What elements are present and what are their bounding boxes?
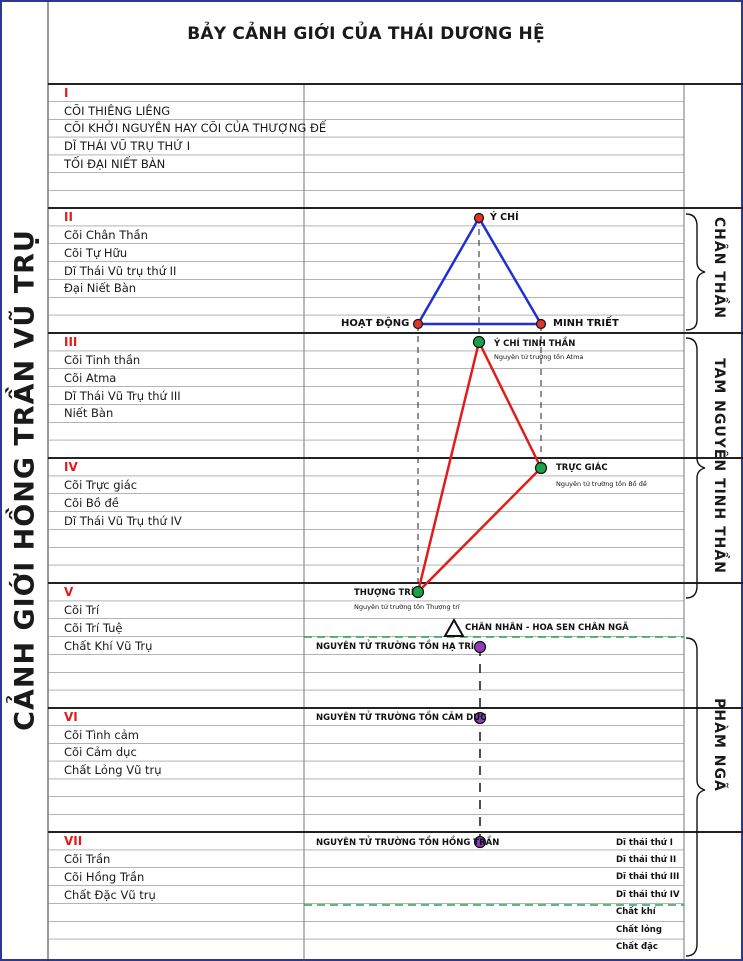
plane-row-label: Cõi Chân Thần [64, 227, 148, 242]
label-truc-giac: TRỰC GIÁC [556, 463, 608, 473]
plane-row-label: Cõi Trực giác [64, 477, 138, 492]
label-minh-triet: MINH TRIẾT [553, 318, 619, 329]
label-hong-tran: NGUYÊN TỬ TRƯỜNG TỒN HỒNG TRẦN [316, 838, 500, 848]
bracket-pham-nga [686, 638, 705, 956]
thuong-tri-node [413, 587, 424, 598]
spiritual-triad-triangle [418, 342, 541, 592]
plane-row-label: Cõi Atma [64, 370, 117, 385]
plane-row-label: Cõi Tinh thần [64, 352, 141, 367]
ha-tri-node [475, 642, 486, 653]
plane-row-label: CÕI KHỞI NGUYÊN HAY CÕI CỦA THƯỢNG ĐẾ [64, 121, 327, 136]
plane-row-label: Cõi Cảm dục [64, 745, 137, 760]
hoat-dong-node [414, 320, 423, 329]
label-chan-nhan: CHÂN NHÂN - HOA SEN CHÂN NGÃ [465, 623, 629, 633]
bracket-tam-nguyen [686, 338, 705, 598]
label-thuong-tri-atom: Nguyên tử trường tồn Thượng trí [354, 603, 460, 611]
plane-row-label: CÕI THIÊNG LIÊNG [64, 103, 171, 118]
group-pham-nga: PHÀM NGÃ [711, 698, 727, 792]
label-ha-tri: NGUYÊN TỬ TRƯỜNG TỒN HẠ TRÍ [316, 642, 475, 652]
plane-row-label: Cõi Bồ đề [64, 495, 119, 510]
label-atma-atom: Nguyên tử trường tồn Atma [494, 353, 584, 361]
plane-row-label: Dĩ Thái Vũ Trụ thứ III [64, 388, 181, 403]
chan-nhan-triangle-icon [445, 620, 463, 636]
bracket-chan-than [686, 214, 705, 330]
plane-row-label: DĨ THÁI VŨ TRỤ THỨ I [64, 139, 191, 154]
plane-numeral: I [64, 86, 69, 100]
plane-row-label: Chất Đặc Vũ trụ [64, 887, 156, 902]
y-chi-node [475, 214, 484, 223]
subplane-label: Dĩ thái thứ IV [616, 890, 680, 900]
group-chan-than: CHÂN THẦN [711, 216, 727, 320]
label-y-chi: Ý CHÍ [490, 212, 519, 223]
label-thuong-tri: THƯỢNG TRÍ [354, 588, 414, 598]
subplane-label: Dĩ thái thứ II [616, 855, 677, 865]
subplane-label: Dĩ thái thứ I [616, 838, 673, 848]
plane-row-label: Cõi Trí [64, 602, 100, 617]
plane-row-label: Cõi Trần [64, 851, 111, 866]
plane-numeral: II [64, 210, 73, 224]
plane-numeral: V [64, 585, 74, 599]
plane-numeral: VII [64, 834, 83, 848]
label-cam-duc: NGUYÊN TỬ TRƯỜNG TỒN CẢM DỤC [316, 713, 487, 723]
plane-row-label: Đại Niết Bàn [64, 281, 137, 296]
label-hoat-dong: HOẠT ĐỘNG [341, 318, 410, 329]
plane-row-label: Dĩ Thái Vũ Trụ thứ IV [64, 513, 182, 528]
subplane-label: Chất đặc [616, 942, 658, 952]
plane-row-label: Cõi Trí Tuệ [64, 620, 123, 635]
plane-row-label: Niết Bàn [64, 406, 114, 421]
group-tam-nguyen: TAM NGUYÊN TINH THẦN [711, 358, 727, 574]
plane-numeral: III [64, 335, 78, 349]
subplane-label: Dĩ thái thứ III [616, 872, 680, 882]
plane-row-label: Dĩ Thái Vũ trụ thứ II [64, 263, 177, 278]
plane-row-label: Cõi Tự Hữu [64, 245, 128, 260]
subplane-label: Chất lỏng [616, 925, 662, 935]
plane-row-label: Cõi Hồng Trần [64, 869, 145, 884]
plane-numeral: IV [64, 460, 78, 474]
bo-de-node [536, 463, 547, 474]
minh-triet-node [537, 320, 546, 329]
page-title: BẢY CẢNH GIỚI CỦA THÁI DƯƠNG HỆ [187, 24, 545, 44]
plane-row-label: Chất Khí Vũ Trụ [64, 638, 153, 653]
subplane-label: Chất khí [616, 907, 656, 917]
plane-row-label: TỐI ĐẠI NIẾT BÀN [64, 156, 166, 171]
plane-row-label: Chất Lỏng Vũ trụ [64, 763, 162, 778]
plane-numeral: VI [64, 710, 78, 724]
label-bo-de-atom: Nguyên tử trường tồn Bồ đề [556, 480, 647, 488]
plane-row-label: Cõi Tình cảm [64, 727, 139, 742]
atma-node [474, 337, 485, 348]
label-y-chi-tinh-than: Ý CHÍ TINH THẦN [494, 339, 576, 349]
left-vertical-title: CẢNH GIỚI HỒNG TRẦN VŨ TRỤ [9, 229, 41, 731]
